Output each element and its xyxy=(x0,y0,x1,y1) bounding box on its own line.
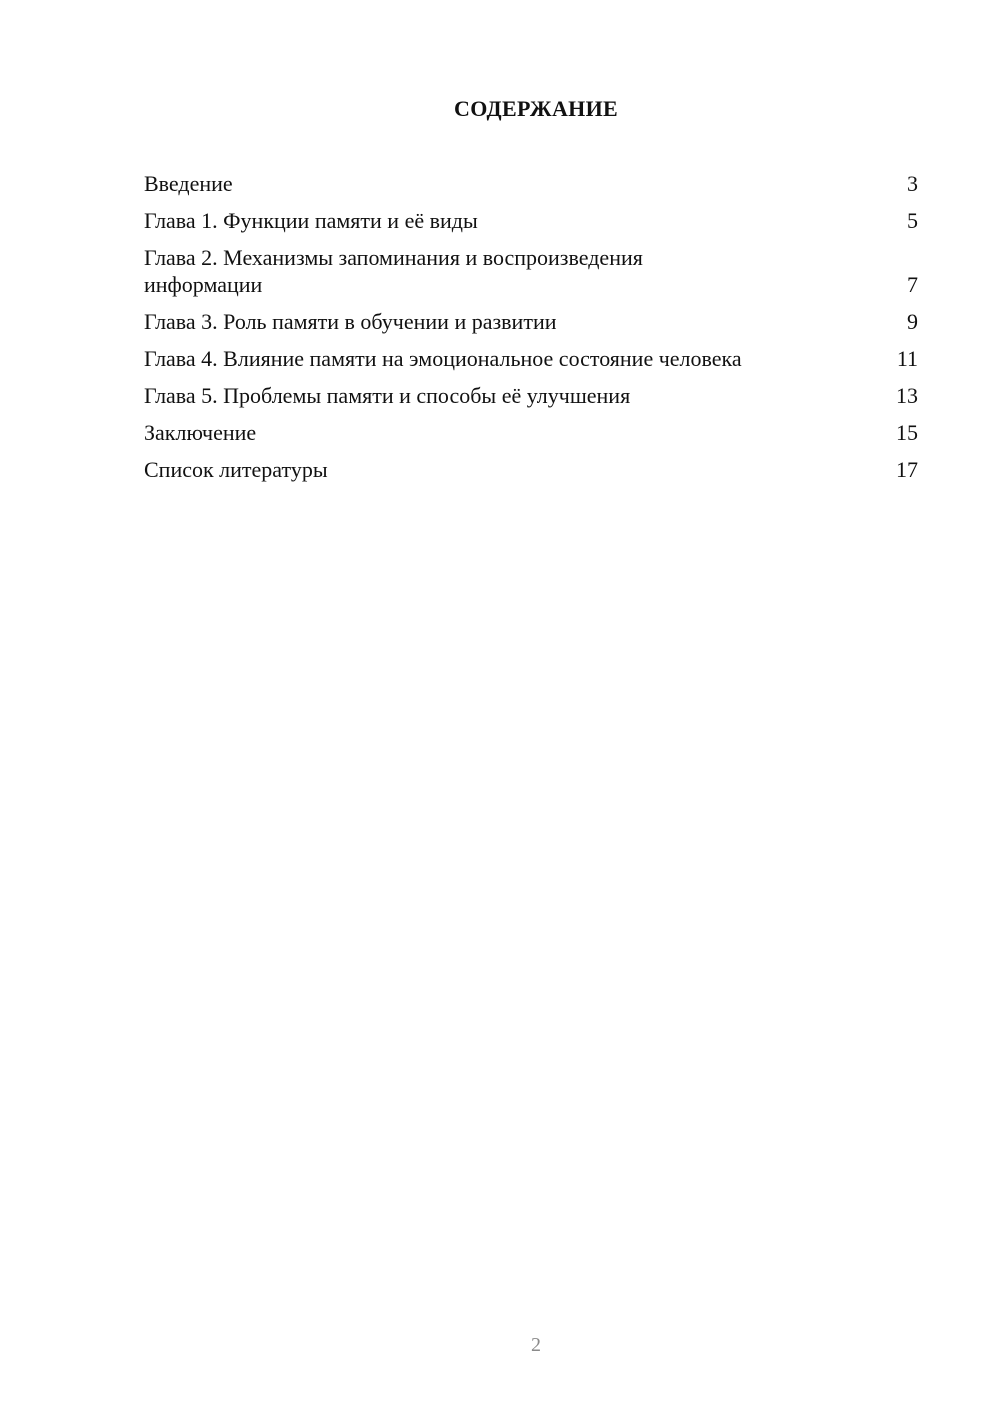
toc-entry-page: 5 xyxy=(907,208,918,233)
toc-entry-chapter-1[interactable] xyxy=(144,207,918,234)
toc-entry-label: Введение xyxy=(144,171,233,196)
toc-entry-chapter-4[interactable] xyxy=(144,345,918,372)
toc-entry-label: Глава 2. Механизмы запоминания и воспроизведения информации xyxy=(144,245,643,297)
toc-entry-label: Глава 5. Проблемы памяти и способы её улучшения xyxy=(144,383,631,408)
page-number: 2 xyxy=(531,1334,541,1356)
toc-entry-label: Глава 3. Роль памяти в обучении и развитии xyxy=(144,309,557,334)
toc-entry-page: 11 xyxy=(896,346,918,371)
toc-entry-page: 17 xyxy=(896,457,918,482)
toc-entry-page: 15 xyxy=(896,420,918,445)
toc-entry-chapter-3[interactable] xyxy=(144,308,918,335)
toc-entry-chapter-5[interactable] xyxy=(144,382,918,409)
toc-entry-page: 13 xyxy=(896,383,918,408)
toc-entry-label: Глава 1. Функции памяти и её виды xyxy=(144,208,478,233)
toc-entry-page: 9 xyxy=(907,309,918,334)
toc-entry-label: Список литературы xyxy=(144,457,328,482)
toc-entry-introduction[interactable] xyxy=(144,170,918,197)
toc-entry-label: Глава 4. Влияние памяти на эмоциональное состояние человека xyxy=(144,346,742,371)
toc-entry-label: Заключение xyxy=(144,420,257,445)
toc-entry-page: 7 xyxy=(907,272,918,297)
toc-entry-conclusion[interactable] xyxy=(144,419,918,446)
toc-entry-page: 3 xyxy=(907,171,918,196)
toc-entry-chapter-2[interactable] xyxy=(144,244,918,298)
table-of-contents xyxy=(144,170,918,493)
toc-entry-references[interactable] xyxy=(144,456,918,483)
toc-title: СОДЕРЖАНИЕ xyxy=(454,96,618,121)
